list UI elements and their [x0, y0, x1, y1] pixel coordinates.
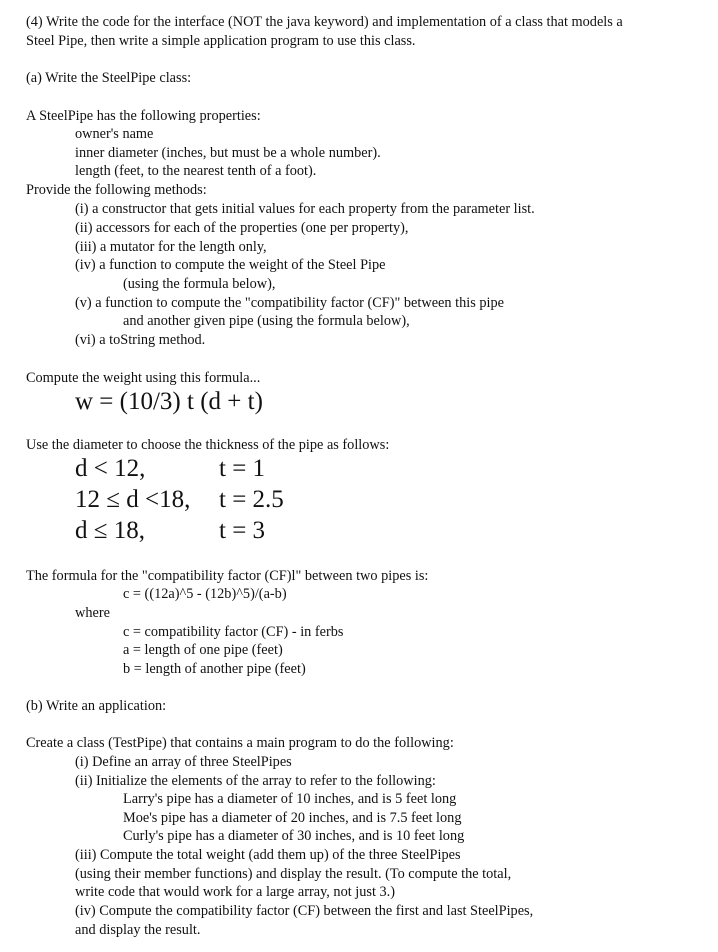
method-item: (iii) a mutator for the length only, [75, 239, 267, 255]
thickness-condition: 12 ≤ d <18, [75, 486, 191, 513]
method-item-continued: (using the formula below), [123, 276, 276, 292]
part-b-intro: Create a class (TestPipe) that contains a main program to do the following: [26, 735, 454, 751]
weight-formula: w = (10/3) t (d + t) [75, 388, 263, 415]
property-item: inner diameter (inches, but must be a whole number). [75, 145, 381, 161]
thickness-condition: d < 12, [75, 455, 146, 482]
where-item: b = length of another pipe (feet) [123, 661, 306, 677]
step-item: (iv) Compute the compatibility factor (CF) between the first and last SteelPipes, [75, 903, 534, 919]
method-item: (v) a function to compute the "compatibility factor (CF)" between this pipe [75, 295, 504, 311]
method-item: (ii) accessors for each of the properties (one per property), [75, 220, 409, 236]
pipe-item: Larry's pipe has a diameter of 10 inches, and is 5 feet long [123, 791, 457, 807]
thickness-value: t = 1 [219, 455, 266, 482]
where-item: c = compatibility factor (CF) - in ferbs [123, 624, 344, 640]
property-item: length (feet, to the nearest tenth of a foot). [75, 163, 317, 179]
step-item-continued: and display the result. [75, 922, 201, 938]
where-item: a = length of one pipe (feet) [123, 642, 283, 658]
weight-intro: Compute the weight using this formula... [26, 370, 261, 386]
thickness-intro: Use the diameter to choose the thickness of the pipe as follows: [26, 437, 390, 453]
thickness-value: t = 3 [219, 517, 266, 544]
cf-formula: c = ((12a)^5 - (12b)^5)/(a-b) [123, 586, 287, 602]
cf-intro: The formula for the "compatibility factor (CF)l" between two pipes is: [26, 568, 429, 584]
step-item-continued: write code that would work for a large array, not just 3.) [75, 884, 395, 900]
method-item: (iv) a function to compute the weight of the Steel Pipe [75, 257, 386, 273]
method-item-continued: and another given pipe (using the formula below), [123, 313, 410, 329]
thickness-condition: d ≤ 18, [75, 517, 145, 544]
method-item: (i) a constructor that gets initial values for each property from the parameter list. [75, 201, 535, 217]
property-item: owner's name [75, 126, 154, 142]
step-item: (i) Define an array of three SteelPipes [75, 754, 292, 770]
step-item: (iii) Compute the total weight (add them up) of the three SteelPipes [75, 847, 461, 863]
part-a-heading: (a) Write the SteelPipe class: [26, 70, 192, 86]
method-item: (vi) a toString method. [75, 332, 206, 348]
thickness-value: t = 2.5 [219, 486, 284, 513]
intro-line-2: Steel Pipe, then write a simple application program to use this class. [26, 33, 416, 49]
properties-intro: A SteelPipe has the following properties: [26, 108, 261, 124]
step-item: (ii) Initialize the elements of the array to refer to the following: [75, 773, 436, 789]
step-item-continued: (using their member functions) and display the result. (To compute the total, [75, 866, 512, 882]
part-b-heading: (b) Write an application: [26, 698, 167, 714]
pipe-item: Curly's pipe has a diameter of 30 inches, and is 10 feet long [123, 828, 465, 844]
where-label: where [75, 605, 110, 621]
methods-intro: Provide the following methods: [26, 182, 207, 198]
pipe-item: Moe's pipe has a diameter of 20 inches, and is 7.5 feet long [123, 810, 462, 826]
intro-line-1: (4) Write the code for the interface (NOT the java keyword) and implementation of a class that models a [26, 14, 623, 30]
